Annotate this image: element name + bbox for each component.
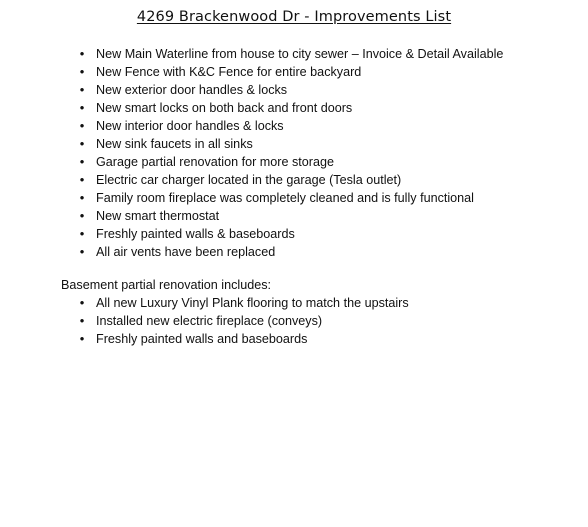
bullet-icon: •: [79, 100, 85, 115]
bullet-icon: •: [79, 295, 85, 310]
bullet-icon: •: [79, 172, 85, 187]
bullet-icon: •: [79, 226, 85, 241]
list-item: [77, 117, 503, 135]
list-item-text: New Main Waterline from house to city sewer – Invoice & Detail Available: [96, 47, 504, 61]
basement-heading: Basement partial renovation includes:: [61, 278, 272, 292]
list-item-text: All air vents have been replaced: [96, 245, 276, 259]
bullet-icon: •: [79, 208, 85, 223]
list-item-text: New Fence with K&C Fence for entire backyard: [96, 65, 362, 79]
list-item: [77, 45, 503, 63]
list-item: [77, 135, 503, 153]
bullet-icon: •: [79, 244, 85, 259]
list-item: [77, 99, 503, 117]
basement-list: [77, 294, 409, 348]
bullet-icon: •: [79, 46, 85, 61]
bullet-icon: •: [79, 190, 85, 205]
bullet-icon: •: [79, 154, 85, 169]
list-item-text: All new Luxury Vinyl Plank flooring to match the upstairs: [96, 296, 409, 310]
list-item: [77, 330, 409, 348]
bullet-icon: •: [79, 118, 85, 133]
list-item: [77, 243, 503, 261]
list-item: [77, 294, 409, 312]
list-item-text: Freshly painted walls and baseboards: [96, 332, 308, 346]
bullet-icon: •: [79, 313, 85, 328]
list-item-text: New interior door handles & locks: [96, 119, 284, 133]
list-item: [77, 189, 503, 207]
list-item-text: Garage partial renovation for more storage: [96, 155, 335, 169]
list-item: [77, 153, 503, 171]
list-item-text: Family room fireplace was completely cleaned and is fully functional: [96, 191, 474, 205]
bullet-icon: •: [79, 82, 85, 97]
list-item-text: Electric car charger located in the garage (Tesla outlet): [96, 173, 402, 187]
list-item: [77, 207, 503, 225]
list-item: [77, 312, 409, 330]
list-item-text: New exterior door handles & locks: [96, 83, 288, 97]
list-item: [77, 63, 503, 81]
list-item-text: New sink faucets in all sinks: [96, 137, 253, 151]
list-item: [77, 225, 503, 243]
bullet-icon: •: [79, 64, 85, 79]
list-item-text: Installed new electric fireplace (conveys): [96, 314, 323, 328]
improvements-list: [77, 45, 503, 261]
list-item: [77, 171, 503, 189]
list-item-text: New smart locks on both back and front doors: [96, 101, 353, 115]
document-title: 4269 Brackenwood Dr - Improvements List: [136, 9, 452, 25]
list-item-text: New smart thermostat: [96, 209, 220, 223]
list-item: [77, 81, 503, 99]
list-item-text: Freshly painted walls & baseboards: [96, 227, 295, 241]
bullet-icon: •: [79, 136, 85, 151]
bullet-icon: •: [79, 331, 85, 346]
